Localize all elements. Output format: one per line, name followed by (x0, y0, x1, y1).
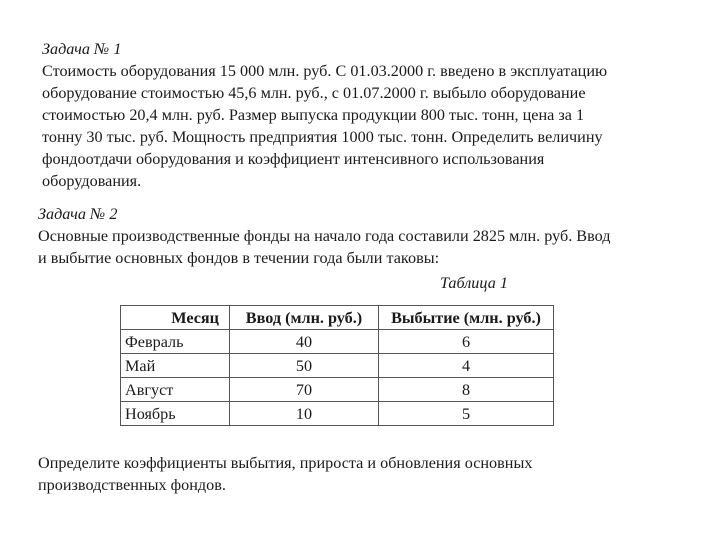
cell-month: Май (121, 354, 230, 378)
task-1-text-line: стоимостью 20,4 млн. руб. Размер выпуска продукции 800 тыс. тонн, цена за 1 (42, 106, 585, 124)
header-month: Месяц (121, 306, 230, 330)
table-row (121, 402, 554, 426)
task-1-text-line: Стоимость оборудования 15 000 млн. руб. С 01.03.2000 г. введено в эксплуатацию (42, 62, 608, 80)
task-1-block (42, 38, 692, 192)
task-2-block (38, 203, 698, 269)
cell-input: 10 (230, 402, 379, 426)
table-row (121, 354, 554, 378)
conclusion-text-line: производственных фондов. (38, 476, 226, 494)
cell-input: 40 (230, 330, 379, 354)
cell-input: 70 (230, 378, 379, 402)
funds-table (120, 305, 554, 426)
cell-month: Август (121, 378, 230, 402)
task-1-text-line: фондоотдачи оборудования и коэффициент интенсивного использования (42, 150, 545, 168)
table-caption: Таблица 1 (440, 274, 508, 292)
task-2-text-line: и выбытие основных фондов в течении года были таковы: (38, 249, 440, 267)
header-output: Выбытие (млн. руб.) (379, 306, 554, 330)
cell-month: Февраль (121, 330, 230, 354)
table-header-row (121, 306, 554, 330)
cell-input: 50 (230, 354, 379, 378)
task-1-text-line: оборудование стоимостью 45,6 млн. руб., с 01.07.2000 г. выбыло оборудование (42, 84, 586, 102)
task-1-title: Задача № 1 (42, 40, 122, 58)
task-2-title: Задача № 2 (38, 205, 118, 223)
header-input: Ввод (млн. руб.) (230, 306, 379, 330)
cell-output: 8 (379, 378, 554, 402)
table-row (121, 330, 554, 354)
table-row (121, 378, 554, 402)
cell-month: Ноябрь (121, 402, 230, 426)
task-2-text-line: Основные производственные фонды на начало года составили 2825 млн. руб. Ввод (38, 227, 611, 245)
cell-output: 4 (379, 354, 554, 378)
conclusion-block (38, 452, 698, 496)
cell-output: 6 (379, 330, 554, 354)
conclusion-text-line: Определите коэффициенты выбытия, прироста и обновления основных (38, 454, 533, 472)
cell-output: 5 (379, 402, 554, 426)
task-1-text-line: тонну 30 тыс. руб. Мощность предприятия 1000 тыс. тонн. Определить величину (42, 128, 603, 146)
task-1-text-line: оборудования. (42, 172, 142, 190)
